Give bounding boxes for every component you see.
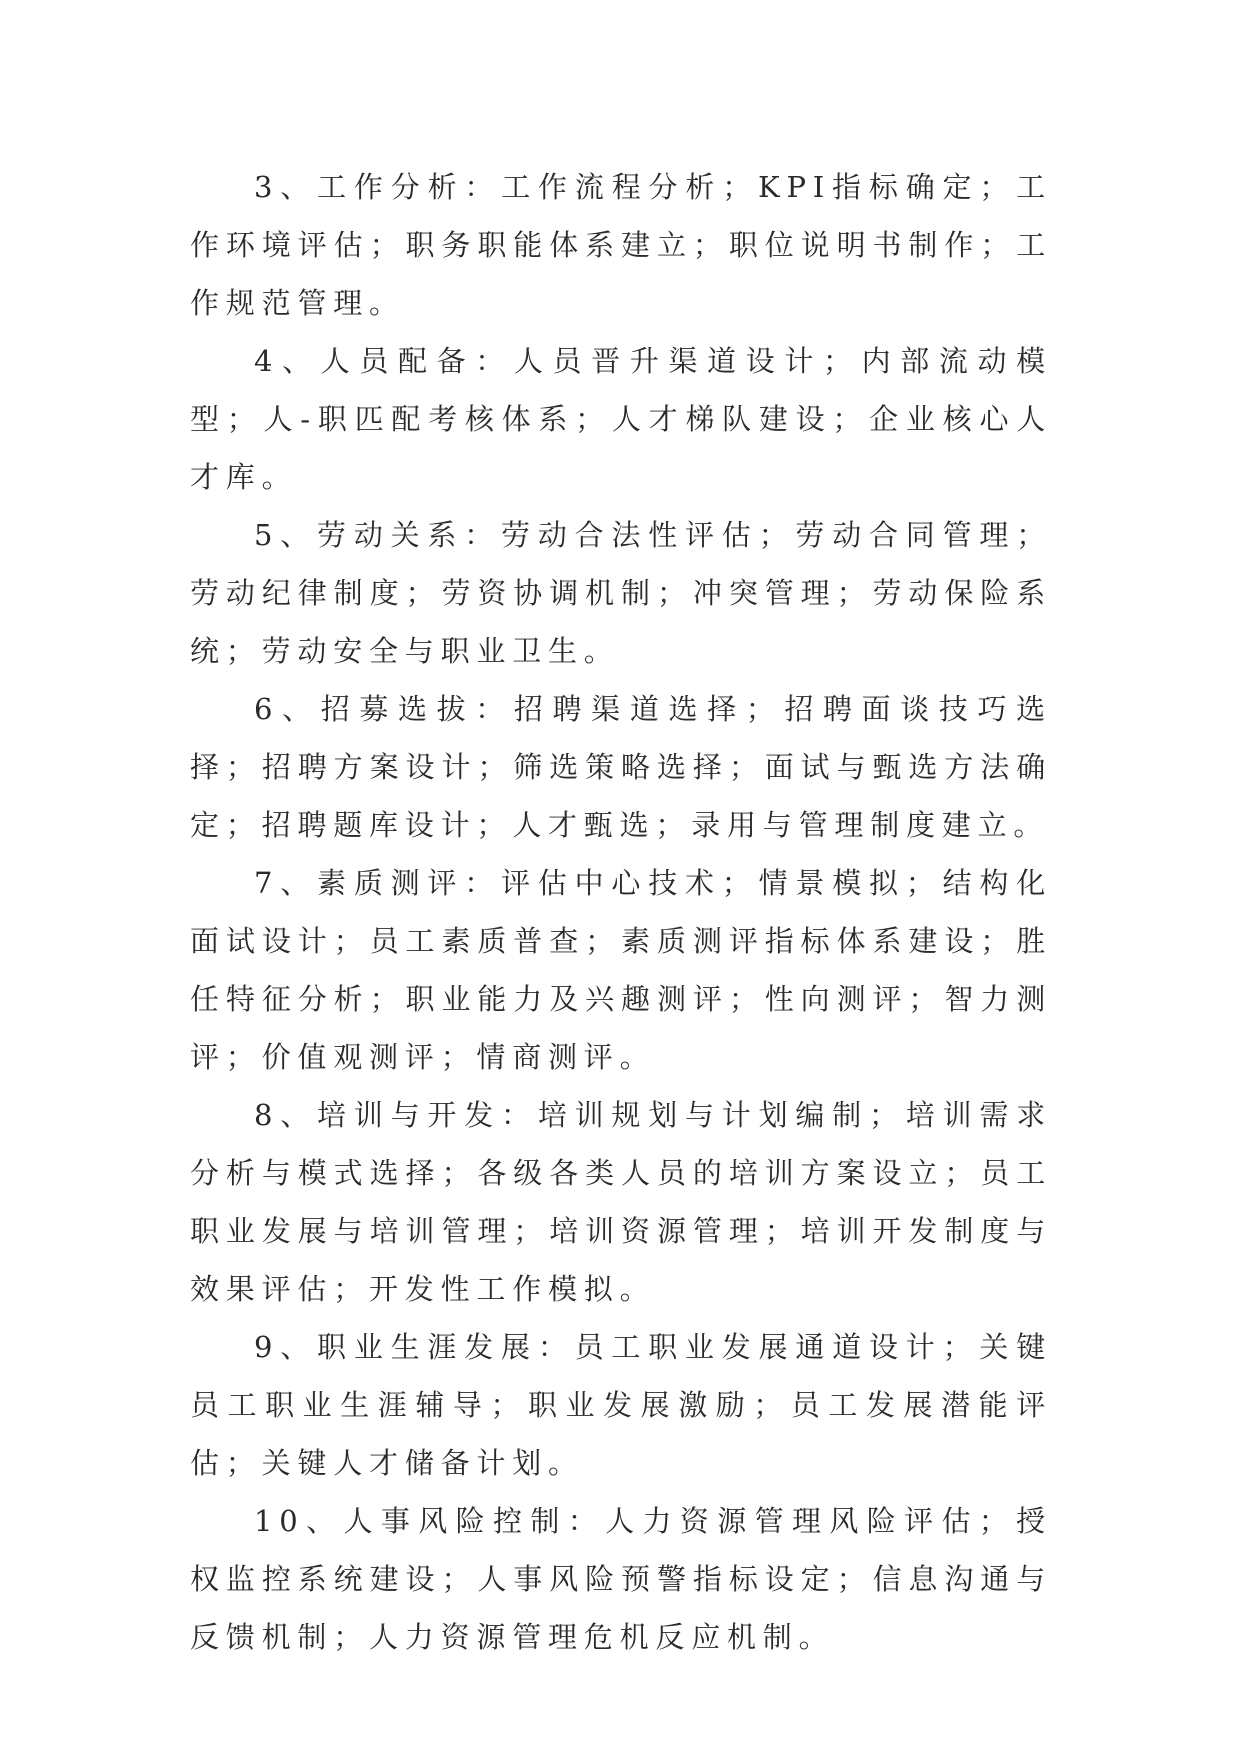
paragraph-recruitment: 6、招募选拔：招聘渠道选择；招聘面谈技巧选择；招聘方案设计；筛选策略选择；面试与甄选方法确定；招聘题库设计；人才甄选；录用与管理制度建立。 bbox=[190, 692, 1052, 842]
paragraph-labor-relations: 5、劳动关系：劳动合法性评估；劳动合同管理；劳动纪律制度；劳资协调机制；冲突管理；劳动保险系统；劳动安全与职业卫生。 bbox=[190, 518, 1052, 668]
paragraph-training: 8、培训与开发：培训规划与计划编制；培训需求分析与模式选择；各级各类人员的培训方案设立；员工职业发展与培训管理；培训资源管理；培训开发制度与效果评估；开发性工作模拟。 bbox=[190, 1098, 1052, 1306]
paragraph-assessment: 7、素质测评：评估中心技术；情景模拟；结构化面试设计；员工素质普查；素质测评指标体系建设；胜任特征分析；职业能力及兴趣测评；性向测评；智力测评；价值观测评；情商测评。 bbox=[190, 866, 1052, 1074]
paragraph-work-analysis: 3、工作分析：工作流程分析；KPI指标确定；工作环境评估；职务职能体系建立；职位说明书制作；工作规范管理。 bbox=[190, 170, 1052, 320]
paragraph-risk-control: 10、人事风险控制：人力资源管理风险评估；授权监控系统建设；人事风险预警指标设定；信息沟通与反馈机制；人力资源管理危机反应机制。 bbox=[190, 1504, 1052, 1654]
document-body bbox=[190, 158, 1052, 1666]
paragraph-career-development: 9、职业生涯发展：员工职业发展通道设计；关键员工职业生涯辅导；职业发展激励；员工发展潜能评估；关键人才储备计划。 bbox=[190, 1330, 1052, 1480]
paragraph-staffing: 4、人员配备：人员晋升渠道设计；内部流动模型；人-职匹配考核体系；人才梯队建设；企业核心人才库。 bbox=[190, 344, 1052, 494]
